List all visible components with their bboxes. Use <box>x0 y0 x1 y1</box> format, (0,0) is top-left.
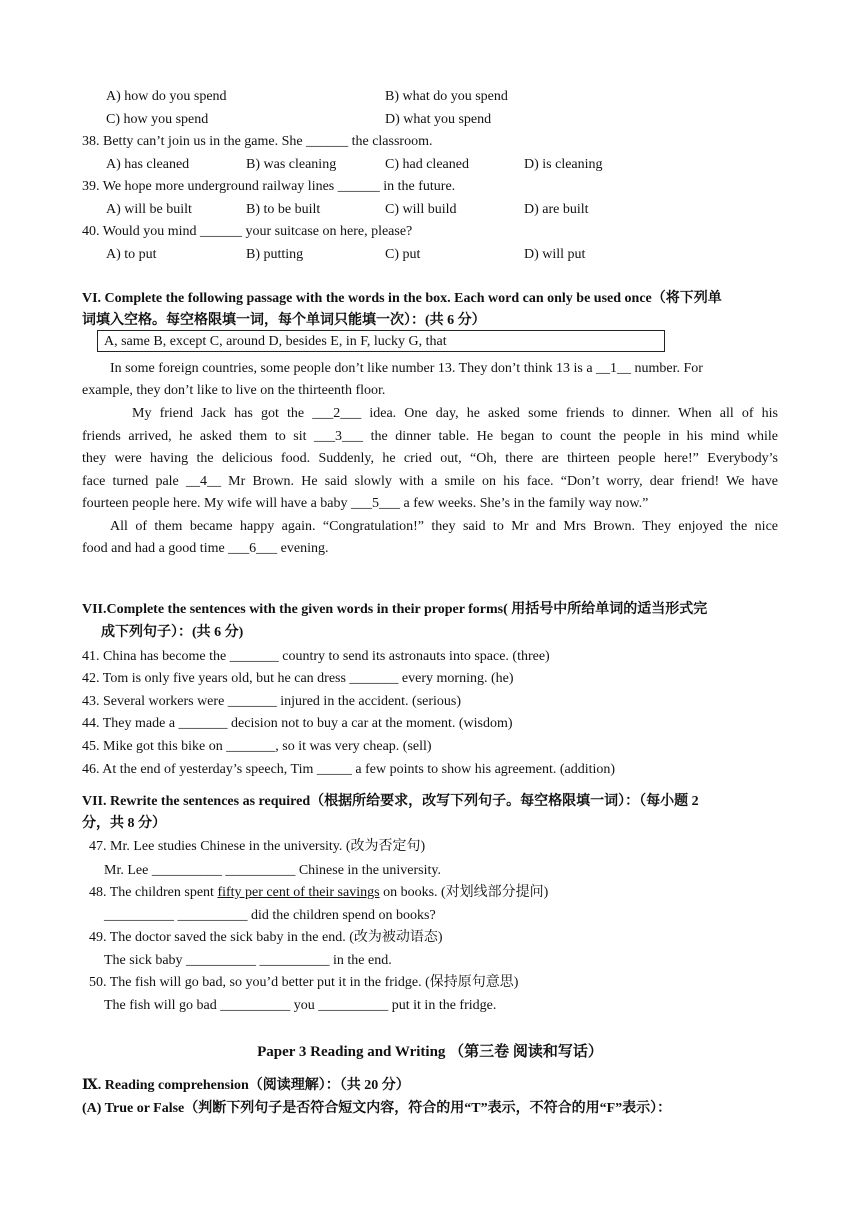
q37-option-a: A) how do you spend <box>106 89 227 104</box>
q38-option-d: D) is cleaning <box>524 157 603 172</box>
q49: 49. The doctor saved the sick baby in the end. (改为被动语态) <box>89 930 443 945</box>
q38-option-c: C) had cleaned <box>385 157 469 172</box>
q46: 46. At the end of yesterday’s speech, Tim _____ a few points to show his agreement. (addition) <box>82 762 616 777</box>
q41: 41. China has become the _______ country to send its astronauts into space. (three) <box>82 649 550 664</box>
part-a-heading: (A) True or False（判断下列句子是否符合短文内容，符合的用“T”表示，不符合的用“F”表示）： <box>82 1101 672 1116</box>
passage-p1-line2: example, they don’t like to live on the thirteenth floor. <box>82 383 386 398</box>
paper3-title: Paper 3 Reading and Writing （第三卷 阅读和写话） <box>257 1044 603 1060</box>
q48 <box>89 884 548 902</box>
passage-p1-line1: In some foreign countries, some people don’t like number 13. They don’t think 13 is a __1__ number. For <box>110 361 703 376</box>
q37-option-c: C) how you spend <box>106 112 209 127</box>
passage-p2-line1: My friend Jack has got the ___2___ idea. One day, he asked some friends to dinner. When all of his <box>132 406 778 421</box>
passage-p2-line5: fourteen people here. My wife will have a baby ___5___ a few weeks. She’s in the family way now.” <box>82 496 649 511</box>
q47: 47. Mr. Lee studies Chinese in the university. (改为否定句) <box>89 839 426 854</box>
q47-answer-line: Mr. Lee __________ __________ Chinese in the university. <box>104 863 441 878</box>
q39-option-c: C) will build <box>385 202 457 217</box>
section7b-heading-line2: 分，共 8 分） <box>82 816 166 831</box>
q38-stem: 38. Betty can’t join us in the game. She ______ the classroom. <box>82 134 433 149</box>
q39-stem: 39. We hope more underground railway lines ______ in the future. <box>82 179 456 194</box>
passage-p2-line3: they were having the delicious food. Suddenly, he cried out, “Oh, there are thirteen people here!” Everybody’s <box>82 451 778 466</box>
passage-p3-line2: food and had a good time ___6___ evening. <box>82 541 329 556</box>
q48-text-post: on books. (对划线部分提问) <box>379 885 549 900</box>
q37-option-d: D) what you spend <box>385 112 492 127</box>
q42: 42. Tom is only five years old, but he can dress _______ every morning. (he) <box>82 671 514 686</box>
q40-option-b: B) putting <box>246 247 304 262</box>
passage-p2-line2: friends arrived, he asked them to sit ___3___ the dinner table. He began to count the people in his mind while <box>82 429 778 444</box>
passage-p3-line1: All of them became happy again. “Congratulation!” they said to Mr and Mrs Brown. They enjoyed the nice <box>110 519 778 534</box>
q37-option-b: B) what do you spend <box>385 89 508 104</box>
section7a-heading-line2: 成下列句子）：(共 6 分) <box>101 625 244 640</box>
q48-text-pre: 48. The children spent <box>89 885 218 900</box>
word-box <box>97 330 665 352</box>
q40-option-a: A) to put <box>106 247 157 262</box>
q48-underlined-phrase: fifty per cent of their savings <box>217 885 380 900</box>
q43: 43. Several workers were _______ injured in the accident. (serious) <box>82 694 462 709</box>
section9-heading: Ⅸ. Reading comprehension（阅读理解）：（共 20 分） <box>82 1078 410 1093</box>
q48-answer-line: __________ __________ did the children spend on books? <box>104 908 436 923</box>
q45: 45. Mike got this bike on _______, so it was very cheap. (sell) <box>82 739 432 754</box>
passage-p2-line4: face turned pale __4__ Mr Brown. He said slowly with a smile on his face. “Don’t worry, dear friend! We have <box>82 474 778 489</box>
q38-option-a: A) has cleaned <box>106 157 190 172</box>
q38-option-b: B) was cleaning <box>246 157 337 172</box>
section7b-heading-line1: VII. Rewrite the sentences as required（根据所给要求，改写下列句子。每空格限填一词）：（每小题 2 <box>82 794 699 809</box>
q49-answer-line: The sick baby __________ __________ in the end. <box>104 953 392 968</box>
q39-option-d: D) are built <box>524 202 589 217</box>
q40-option-c: C) put <box>385 247 421 262</box>
word-box-text: A, same B, except C, around D, besides E, in F, lucky G, that <box>104 334 447 349</box>
section7a-heading-line1: VII.Complete the sentences with the given words in their proper forms( 用括号中所给单词的适当形式完 <box>82 602 708 617</box>
section6-heading-line2: 词填入空格。每空格限填一词，每个单词只能填一次）：(共 6 分） <box>82 313 486 328</box>
q40-option-d: D) will put <box>524 247 586 262</box>
q39-option-a: A) will be built <box>106 202 192 217</box>
q50-answer-line: The fish will go bad __________ you __________ put it in the fridge. <box>104 998 497 1013</box>
q44: 44. They made a _______ decision not to buy a car at the moment. (wisdom) <box>82 716 513 731</box>
q40-stem: 40. Would you mind ______ your suitcase on here, please? <box>82 224 413 239</box>
q39-option-b: B) to be built <box>246 202 321 217</box>
section6-heading-line1: VI. Complete the following passage with the words in the box. Each word can only be used once（将下列单 <box>82 291 722 306</box>
q50: 50. The fish will go bad, so you’d better put it in the fridge. (保持原句意思) <box>89 975 519 990</box>
